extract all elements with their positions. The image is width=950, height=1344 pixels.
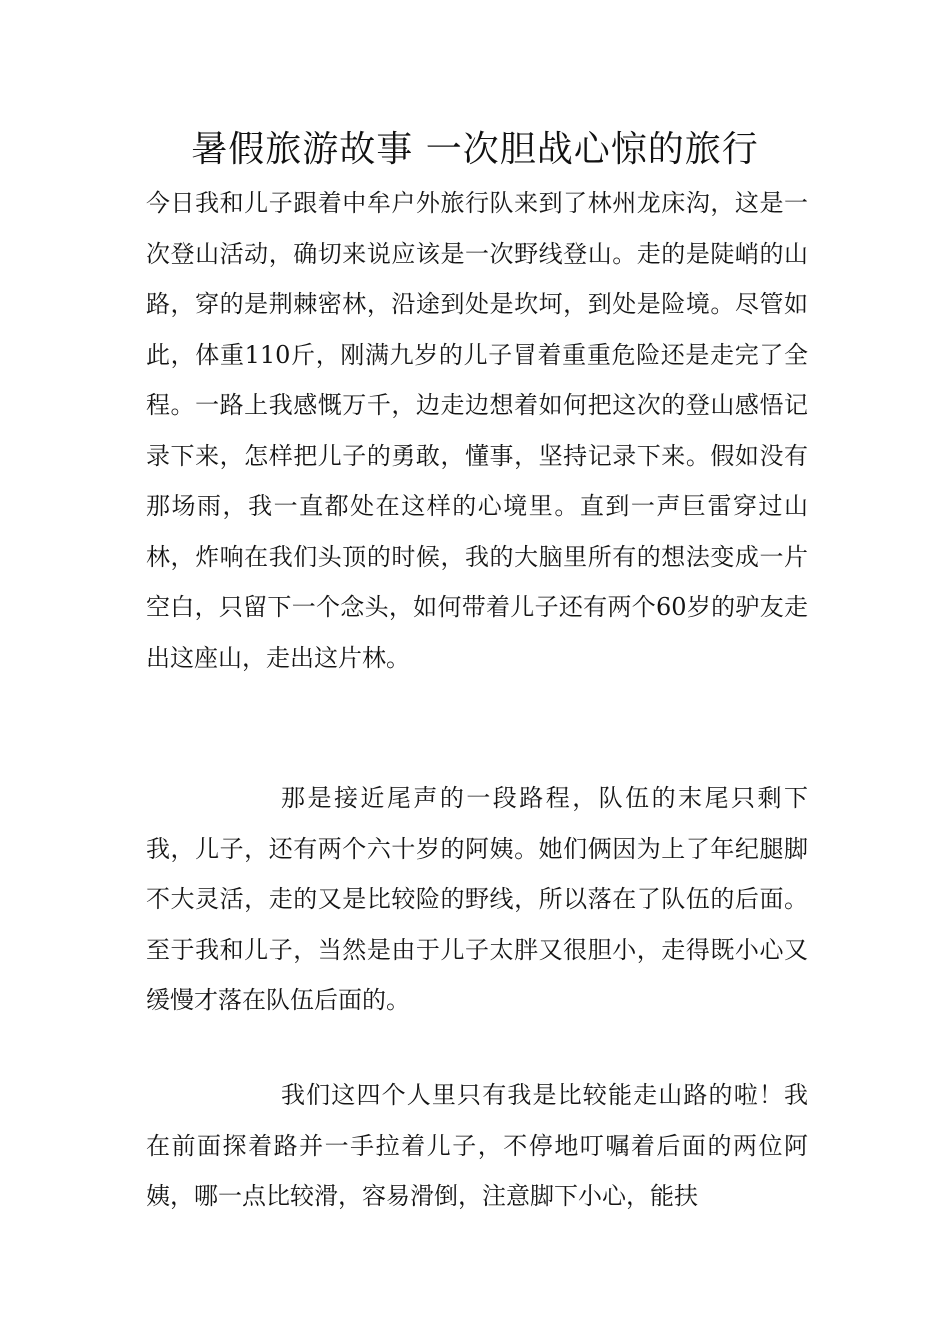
paragraph-2: 那是接近尾声的一段路程，队伍的末尾只剩下我，儿子，还有两个六十岁的阿姨。她们俩因为上了年纪腿脚不大灵活，走的又是比较险的野线，所以落在了队伍的后面。至于我和儿子，当然是由于儿子太胖又很胆小，走得既小心又缓慢才落在队伍后面的。 (146, 784, 808, 1014)
paragraph-3: 我们这四个人里只有我是比较能走山路的啦！我在前面探着路并一手拉着儿子，不停地叮嘱着后面的两位阿姨，哪一点比较滑，容易滑倒，注意脚下小心，能扶 (146, 1081, 808, 1210)
document-title: 暑假旅游故事 一次胆战心惊的旅行 (191, 129, 759, 170)
paragraph-1: 今日我和儿子跟着中牟户外旅行队来到了林州龙床沟，这是一次登山活动，确切来说应该是一次野线登山。走的是陡峭的山路，穿的是荆棘密林，沿途到处是坎坷，到处是险境。尽管如此，体重110斤，刚满九岁的儿子冒着重重危险还是走完了全程。一路上我感慨万千，边走边想着如何把这次的登山感悟记录下来，怎样把儿子的勇敢，懂事，坚持记录下来。假如没有那场雨，我一直都处在这样的心境里。直到一声巨雷穿过山林，炸响在我们头顶的时候，我的大脑里所有的想法变成一片空白，只留下一个念头，如何带着儿子还有两个60岁的驴友走出这座山，走出这片林。 (146, 189, 808, 672)
